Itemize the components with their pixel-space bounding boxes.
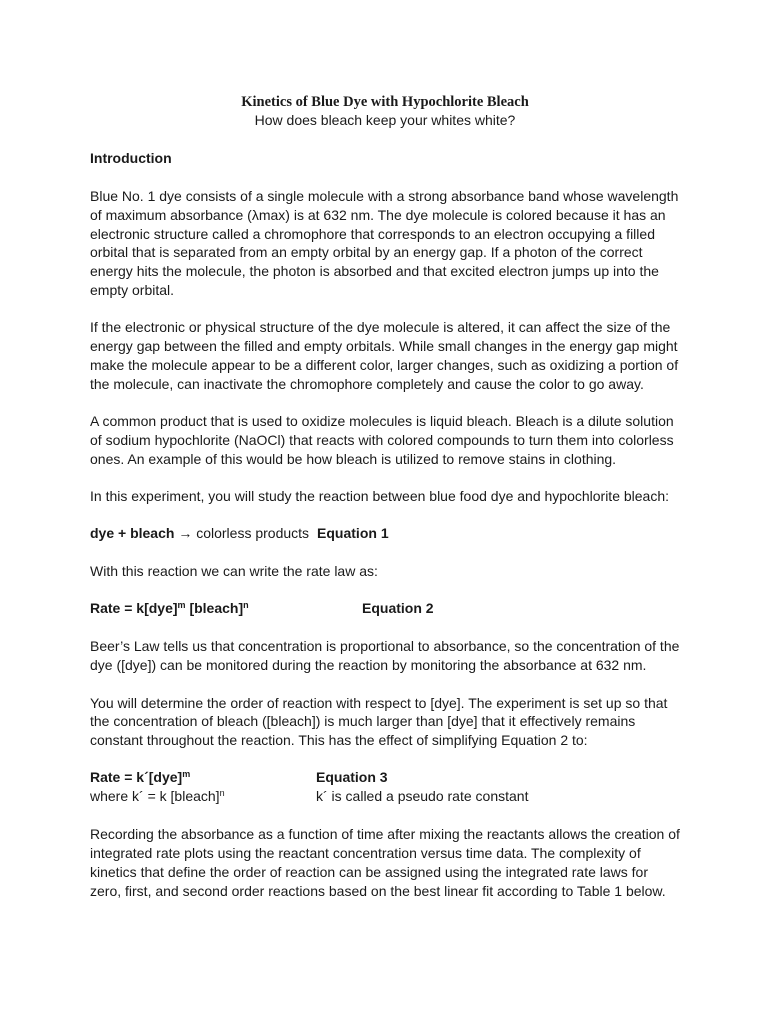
paragraph-rate-law-intro: With this reaction we can write the rate law as: bbox=[90, 563, 378, 580]
paragraph-order-of-reaction: You will determine the order of reaction with respect to [dye]. The experiment is set up so that the concentration of bleach ([bleach]) is much larger than [dye] that it effectively remains constant throughout the reaction. This has the effect of simplifying Equation 2 to: bbox=[90, 694, 668, 749]
paragraph-beers-law: Beer’s Law tells us that concentration is proportional to absorbance, so the concentration of the dye ([dye]) can be monitored during the reaction by monitoring the absorbance at 632 nm. bbox=[90, 638, 680, 674]
equation-2-label: Equation 2 bbox=[362, 600, 434, 617]
equation-2-bleach: [bleach] bbox=[185, 600, 244, 617]
equation-2-exponent-n: n bbox=[243, 600, 249, 611]
paragraph-bleach: A common product that is used to oxidize molecules is liquid bleach. Bleach is a dilute solution of sodium hypochlorite (NaOCl) that reacts with colored compounds to turn them into colorless ones. An example of this would be how bleach is utilized to remove stains in clothing. bbox=[90, 412, 674, 467]
equation-1-label: Equation 1 bbox=[317, 525, 389, 542]
document-title: Kinetics of Blue Dye with Hypochlorite Bleach bbox=[241, 94, 529, 110]
equation-3-where-exponent-n: n bbox=[219, 788, 225, 799]
equation-3-where: where k´ = k [bleach] bbox=[90, 788, 220, 805]
paragraph-structure-altered: If the electronic or physical structure of the dye molecule is altered, it can affect the size of the energy gap between the filled and empty orbitals. While small changes in the energy gap might make the molecule appear to be a different color, larger changes, such as oxidizing a portion of the molecule, can inactivate the chromophore completely and cause the color to go away. bbox=[90, 319, 679, 392]
section-heading-introduction: Introduction bbox=[90, 150, 172, 166]
equation-2 bbox=[90, 599, 680, 618]
equation-3-note: k´ is called a pseudo rate constant bbox=[316, 788, 529, 805]
equation-2-rate: Rate = k[dye] bbox=[90, 600, 178, 617]
document-page bbox=[90, 93, 680, 919]
equation-3-exponent-m: m bbox=[182, 769, 191, 780]
paragraph-dye-description: Blue No. 1 dye consists of a single molecule with a strong absorbance band whose wavelength of maximum absorbance (λmax) is at 632 nm. The dye molecule is colored because it has an electronic structure called a chromophore that corresponds to an electron occupying a filled orbital that is separated from an empty orbital by an energy gap. If a photon of the correct energy hits the molecule, the photon is absorbed and that excited electron jumps up into the empty orbital. bbox=[90, 188, 679, 298]
equation-1-products: → colorless products bbox=[174, 525, 310, 542]
paragraph-integrated-rate: Recording the absorbance as a function of time after mixing the reactants allows the creation of integrated rate plots using the reactant concentration versus time data. The complexity of kinetics that define the order of reaction can be assigned using the integrated rate laws for zero, first, and second order reactions based on the best linear fit according to Table 1 below. bbox=[90, 826, 680, 899]
paragraph-experiment: In this experiment, you will study the reaction between blue food dye and hypochlorite bleach: bbox=[90, 487, 670, 504]
equation-1-reactants: dye + bleach bbox=[90, 525, 175, 542]
document-subtitle: How does bleach keep your whites white? bbox=[254, 112, 516, 128]
equation-3 bbox=[90, 768, 680, 806]
equation-2-exponent-m: m bbox=[177, 600, 186, 611]
equation-3-rate: Rate = k´[dye] bbox=[90, 769, 183, 786]
equation-3-label: Equation 3 bbox=[316, 769, 388, 786]
equation-1 bbox=[90, 524, 680, 543]
